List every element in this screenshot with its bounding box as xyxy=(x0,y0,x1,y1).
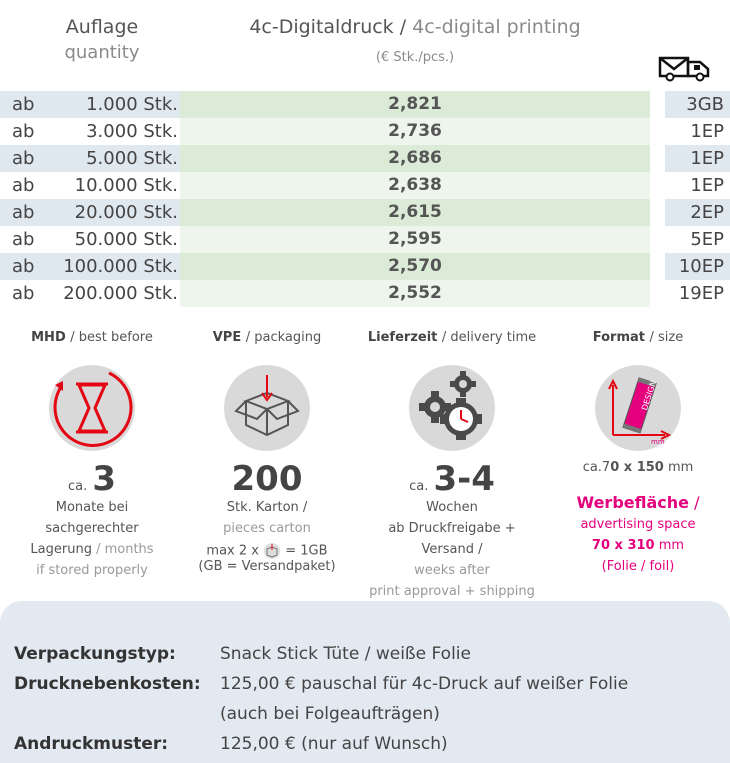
design-stick-icon xyxy=(595,365,681,451)
mhd-value: 3 xyxy=(92,459,116,499)
proof-label: Andruckmuster: xyxy=(14,734,169,754)
vpe-line1: Stk. Karton / xyxy=(226,500,308,515)
mhd-line3-de: Lagerung xyxy=(30,542,92,557)
delivery-line4: print approval + shipping xyxy=(369,584,535,599)
shipping-cell: 1EP xyxy=(690,121,724,142)
details-panel xyxy=(0,601,730,763)
delivery-prefix: ca. xyxy=(409,479,429,494)
price-cell: 2,736 xyxy=(180,118,650,145)
delivery-line1: Wochen xyxy=(426,500,478,515)
mhd-title: MHD / best before xyxy=(31,330,153,345)
print-costs-value: 125,00 € pauschal für 4c-Druck auf weißer Folie xyxy=(220,674,629,694)
quantity-cell: 20.000 Stk. xyxy=(46,199,180,226)
delivery-column xyxy=(367,330,537,602)
mhd-prefix: ca. xyxy=(67,479,88,494)
price-cell: 2,638 xyxy=(180,172,650,199)
gears-clock-icon xyxy=(409,365,495,451)
vpe-title: VPE / packaging xyxy=(212,330,322,345)
mhd-line3-en: / months xyxy=(96,542,154,557)
vpe-line2: pieces carton xyxy=(223,521,311,536)
price-unit: (€ Stk./pcs.) xyxy=(375,50,455,65)
quantity-cell: 1.000 Stk. xyxy=(46,91,180,118)
quantity-cell: 200.000 Stk. xyxy=(63,283,178,304)
ab-label: ab xyxy=(12,121,35,142)
vpe-line3a: max 2 x xyxy=(206,543,259,559)
price-cell: 2,595 xyxy=(180,226,650,253)
adv-title-de: Werbefläche xyxy=(576,493,690,512)
vpe-value: 200 xyxy=(231,459,303,499)
design-label: DESIGN xyxy=(640,379,659,412)
table-row xyxy=(0,118,730,145)
quantity-cell: 3.000 Stk. xyxy=(86,121,178,142)
info-section xyxy=(0,330,730,599)
ab-label: ab xyxy=(0,145,46,172)
adv-sep: / xyxy=(694,493,700,512)
small-box-icon xyxy=(263,543,281,559)
delivery-title: Lieferzeit / delivery time xyxy=(367,330,537,345)
ab-label: ab xyxy=(0,199,46,226)
delivery-line3: weeks after xyxy=(414,563,490,578)
table-row xyxy=(0,280,730,307)
price-cell: 2,552 xyxy=(180,280,650,307)
ab-label: ab xyxy=(12,283,35,304)
proof-value: 125,00 € (nur auf Wunsch) xyxy=(220,734,448,754)
print-costs-note: (auch bei Folgeaufträgen) xyxy=(220,704,440,724)
hourglass-icon xyxy=(49,365,135,451)
vpe-column xyxy=(182,330,352,574)
shipping-cell: 1EP xyxy=(665,145,730,172)
box-icon xyxy=(224,365,310,451)
adv-unit: mm xyxy=(658,538,685,553)
quantity-cell: 5.000 Stk. xyxy=(46,145,180,172)
shipping-cell: 5EP xyxy=(690,229,724,250)
quantity-cell: 100.000 Stk. xyxy=(46,253,180,280)
price-header xyxy=(180,14,650,65)
mm-label: mm xyxy=(651,438,665,446)
price-cell: 2,821 xyxy=(180,91,650,118)
adv-foil: (Folie / foil) xyxy=(601,559,675,574)
vpe-line3b: = 1GB xyxy=(285,543,328,559)
shipping-cell: 2EP xyxy=(665,199,730,226)
price-header-en: 4c-digital printing xyxy=(412,16,581,38)
quantity-header-de: Auflage xyxy=(65,16,139,38)
format-title: Format / size xyxy=(592,330,684,345)
ab-label: ab xyxy=(0,91,46,118)
ab-label: ab xyxy=(12,229,35,250)
mhd-line4: if stored properly xyxy=(36,563,148,578)
quantity-cell: 50.000 Stk. xyxy=(74,229,178,250)
adv-title-en: advertising space xyxy=(580,517,696,532)
price-cell: 2,686 xyxy=(180,145,650,172)
print-costs-label: Drucknebenkosten: xyxy=(14,674,201,694)
table-row xyxy=(0,172,730,199)
format-size-prefix: ca.7 xyxy=(582,460,611,475)
format-column xyxy=(553,330,723,577)
shipping-cell: 10EP xyxy=(665,253,730,280)
delivery-line2: ab Druckfreigabe + Versand / xyxy=(388,521,516,557)
quantity-header-en: quantity xyxy=(64,42,140,63)
shipping-cell: 1EP xyxy=(690,175,724,196)
quantity-header xyxy=(58,14,146,66)
format-size-unit: mm xyxy=(667,460,694,475)
price-header-sep: / xyxy=(393,16,413,38)
table-row xyxy=(0,91,730,118)
mhd-line2: sachgerechter xyxy=(45,521,139,536)
mhd-column xyxy=(7,330,177,581)
price-table xyxy=(0,91,730,307)
table-row xyxy=(0,253,730,280)
delivery-value: 3-4 xyxy=(433,459,495,499)
mail-truck-icon xyxy=(658,54,712,82)
table-row xyxy=(0,226,730,253)
packaging-type-value: Snack Stick Tüte / weiße Folie xyxy=(220,644,471,664)
vpe-line4: (GB = Versandpaket) xyxy=(198,558,336,574)
adv-size: 70 x 310 xyxy=(591,538,655,553)
packaging-type-label: Verpackungstyp: xyxy=(14,644,176,664)
format-size-value: 0 x 150 xyxy=(610,460,664,475)
mhd-line1: Monate bei xyxy=(55,500,129,515)
shipping-cell: 3GB xyxy=(665,91,730,118)
price-cell: 2,570 xyxy=(180,253,650,280)
shipping-cell: 19EP xyxy=(678,283,724,304)
ab-label: ab xyxy=(12,175,35,196)
price-header-de: 4c-Digitaldruck xyxy=(249,16,394,38)
quantity-cell: 10.000 Stk. xyxy=(74,175,178,196)
table-row xyxy=(0,199,730,226)
ab-label: ab xyxy=(0,253,46,280)
price-cell: 2,615 xyxy=(180,199,650,226)
table-row xyxy=(0,145,730,172)
